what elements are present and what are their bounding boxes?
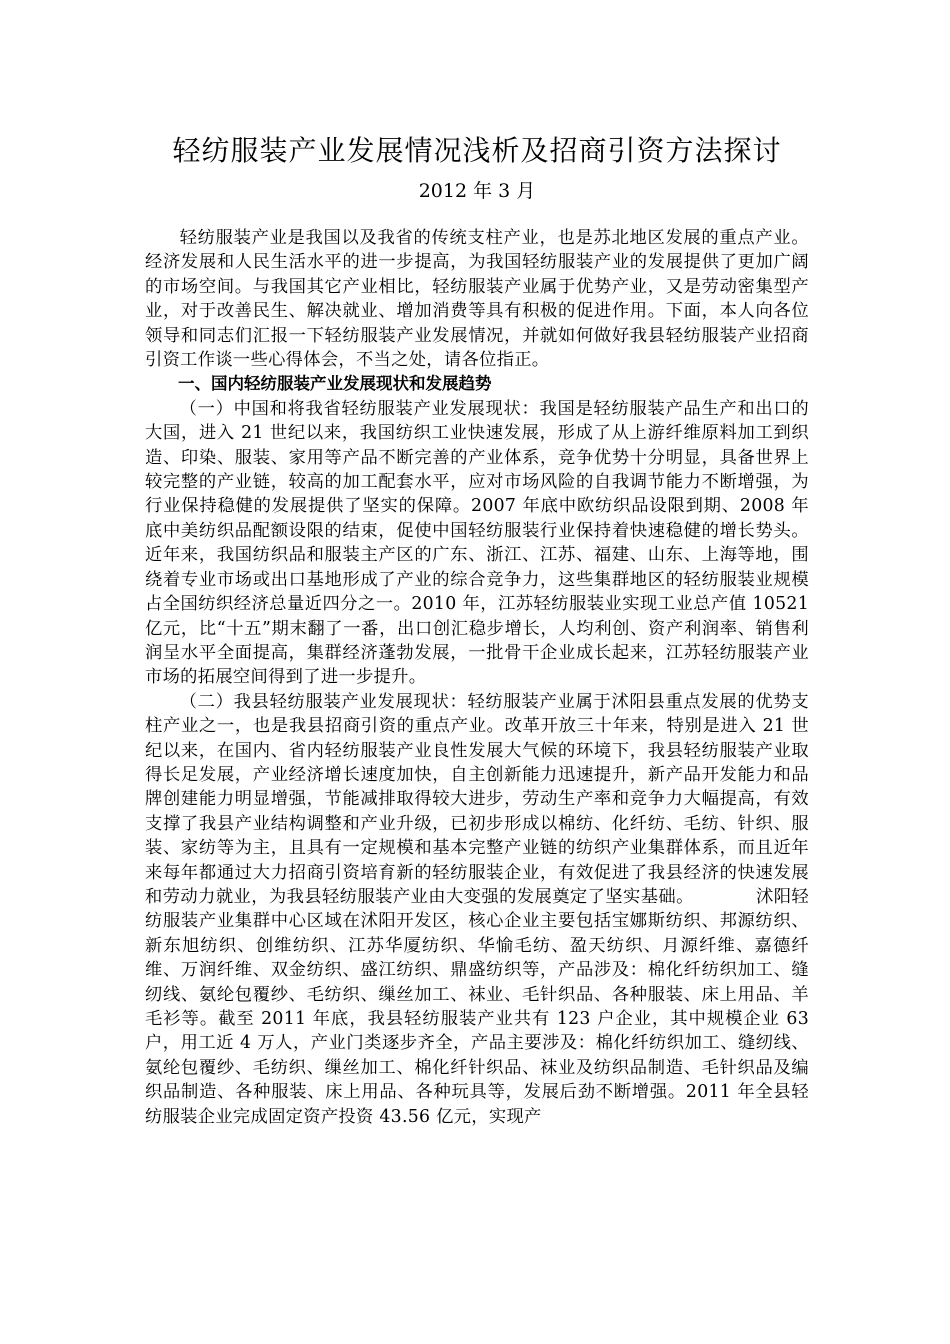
document-date: 2012 年 3 月 xyxy=(418,180,536,202)
intro-paragraph: 轻纺服装产业是我国以及我省的传统支柱产业，也是苏北地区发展的重点产业。经济发展和人民生活水平的进一步提高，为我国轻纺服装产业的发展提供了更加广阔的市场空间。与我国其它产业相比，轻纺服装产业属于优势产业，又是劳动密集型产业，对于改善民生、解决就业、增加消费等具有积极的促进作用。下面，本人向各位领导和同志们汇报一下轻纺服装产业发展情况，并就如何做好我县轻纺服装产业招商引资工作谈一些心得体会，不当之处，请各位指正。 xyxy=(145,228,809,371)
document-title: 轻纺服装产业发展情况浅析及招商引资方法探讨 xyxy=(172,134,782,167)
section-heading: 一、国内轻纺服装产业发展现状和发展趋势 xyxy=(178,374,492,394)
body-paragraph: （一）中国和将我省轻纺服装产业发展现状：我国是轻纺服装产品生产和出口的大国，进入 21 世纪以来，我国纺织工业快速发展，形成了从上游纤维原料加工到织造、印染、服装、家用等产品不断完善的产业体系，竞争优势十分明显，具备世界上较完整的产业链，较高的加工配套水平，应对市场风险的自我调节能力不断增强，为行业保持稳健的发展提供了坚实的保障。2007 年底中欧纺织品设限到期、2008 年底中美纺织品配额设限的结束，促使中国轻纺服装行业保持着快速稳健的增长势头。近年来，我国纺织品和服装主产区的广东、浙江、江苏、福建、山东、上海等地，围绕着专业市场或出口基地形成了产业的综合竞争力，这些集群地区的轻纺服装业规模占全国纺织经济总量近四分之一。2010 年，江苏轻纺服装业实现工业总产值 10521 亿元，比“十五”期末翻了一番，出口创汇稳步增长，人均利创、资产利润率、销售利润呈水平全面提高，集群经济蓬勃发展，一批骨干企业成长起来，江苏轻纺服装产业市场的拓展空间得到了进一步提升。 xyxy=(145,398,809,688)
body-paragraph: （二）我县轻纺服装产业发展现状：轻纺服装产业属于沭阳县重点发展的优势支柱产业之一，也是我县招商引资的重点产业。改革开放三十年来，特别是进入 21 世纪以来，在国内、省内轻纺服装产业良性发展大气候的环境下，我县轻纺服装产业取得长足发展，产业经济增长速度加快，自主创新能力迅速提升，新产品开发能力和品牌创建能力明显增强，节能减排取得较大进步，劳动生产率和竞争力大幅提高，有效支撑了我县产业结构调整和产业升级，已初步形成以棉纺、化纤纺、毛纺、针织、服装、家纺等为主，且具有一定规模和基本完整产业链的纺织产业集群体系，而且近年来每年都通过大力招商引资培育新的轻纺服装企业，有效促进了我县经济的快速发展和劳动力就业，为我县轻纺服装产业由大变强的发展奠定了坚实基础。 沭阳轻纺服装产业集群中心区域在沭阳开发区，核心企业主要包括宝娜斯纺织、邦源纺织、新东旭纺织、创维纺织、江苏华厦纺织、华愉毛纺、盈天纺织、月源纤维、嘉德纤维、万润纤维、双金纺织、盛江纺织、鼎盛纺织等，产品涉及：棉化纤纺织加工、缝纫线、氨纶包覆纱、毛纺织、缫丝加工、袜业、毛针织品、各种服装、床上用品、羊毛衫等。截至 2011 年底，我县轻纺服装产业共有 123 户企业，其中规模企业 63 户，用工近 4 万人，产业门类逐步齐全，产品主要涉及：棉化纤纺织加工、缝纫线、氨纶包覆纱、毛纺织、缫丝加工、棉化纤针织品、袜业及纺织品制造、毛针织品及编织品制造、各种服装、床上用品、各种玩具等，发展后劲不断增强。2011 年全县轻纺服装企业完成固定资产投资 43.56 亿元，实现产 xyxy=(145,691,809,1127)
document-page xyxy=(145,128,809,1129)
